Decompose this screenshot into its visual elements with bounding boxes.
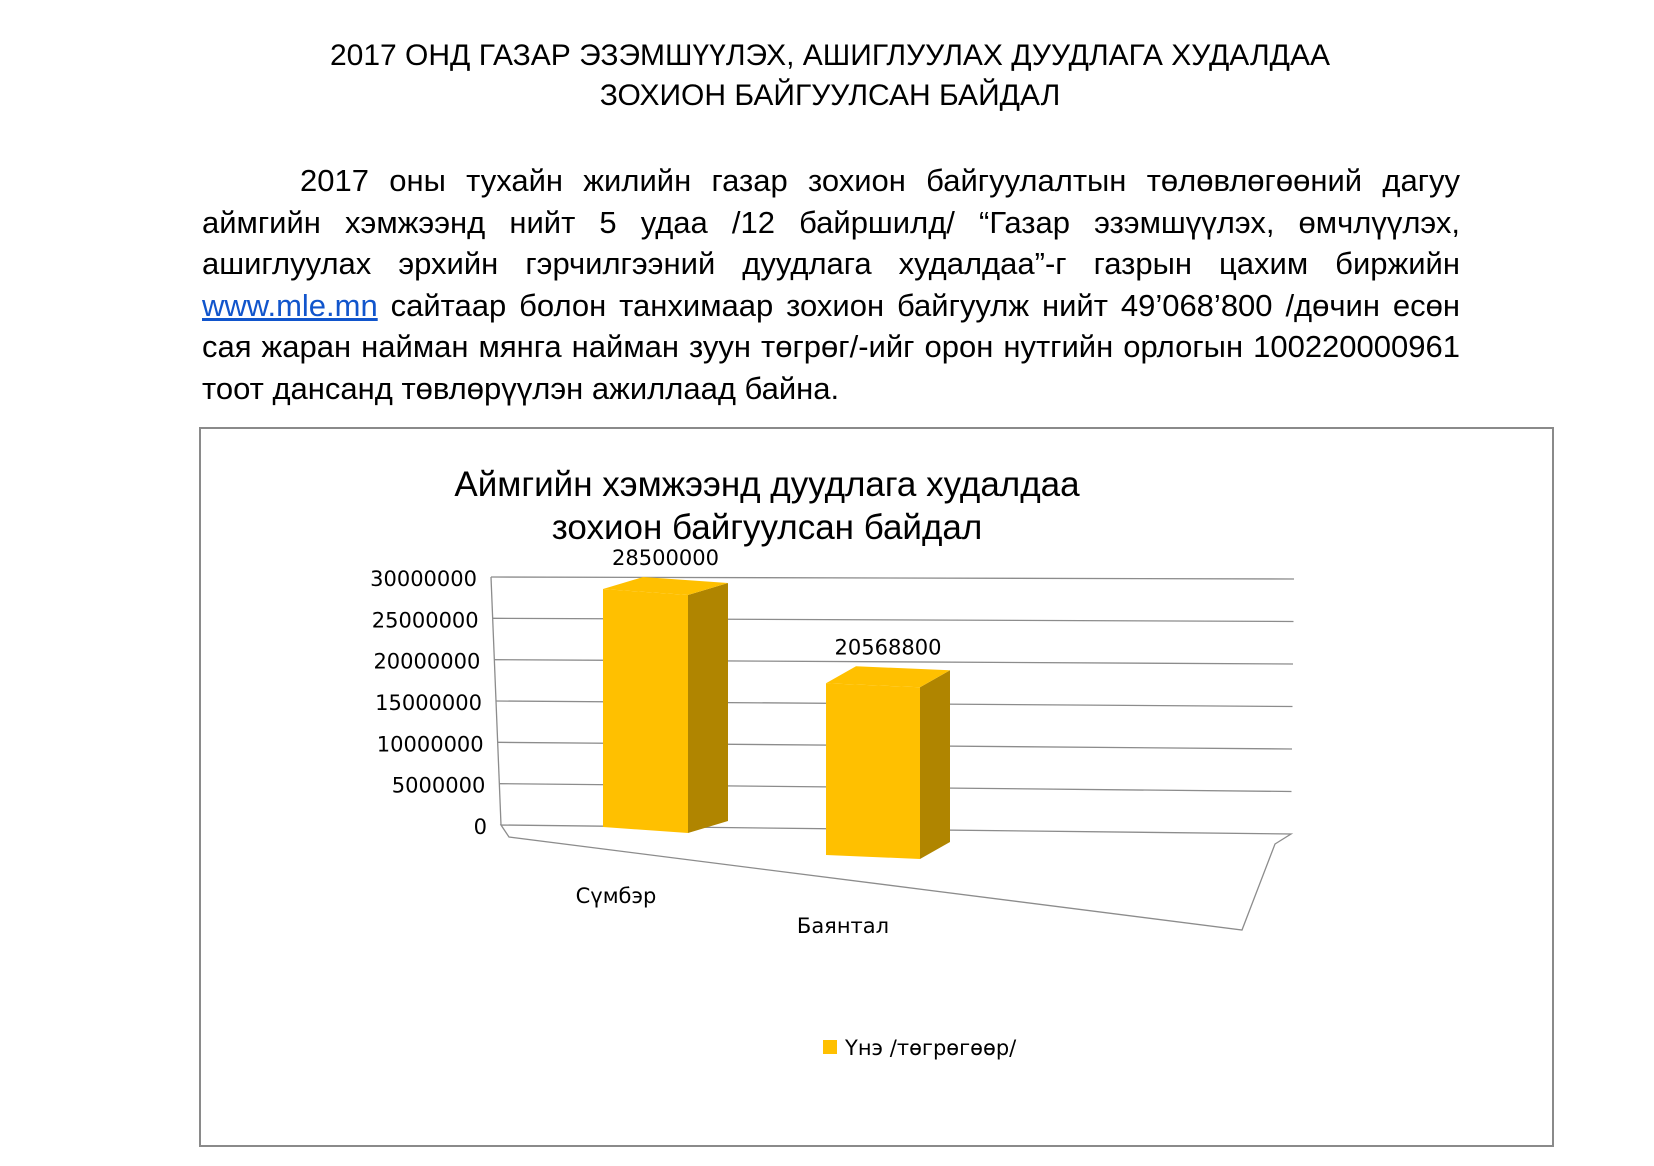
gridline (491, 577, 1294, 579)
y-tick-label: 5000000 (391, 773, 486, 798)
y-tick-label: 10000000 (376, 732, 484, 757)
bar-front-1 (603, 589, 688, 833)
heading-line-1: 2017 ОНД ГАЗАР ЭЗЭМШҮҮЛЭХ, АШИГЛУУЛАХ ДУУДЛАГА ХУДАЛДАА (329, 39, 1330, 72)
paragraph-text-after-link: сайтаар болон танхимаар зохион байгуулж нийт 49’068’800 /дөчин есөн сая жаран найман мянга найман зуун төгрөг/-ийг орон нутгийн орлогын 100220000961 тоот дансанд төвлөрүүлэн ажиллаад байна. (202, 287, 1460, 406)
body-paragraph (202, 160, 1460, 409)
heading-line-2: ЗОХИОН БАЙГУУЛСАН БАЙДАЛ (599, 79, 1061, 112)
bar-front-2 (826, 683, 920, 859)
chart-title-line-1: Аймгийн хэмжээнд дуудлага худалдаа (454, 465, 1080, 504)
y-tick-label: 30000000 (370, 567, 477, 591)
category-label-2: Баянтал (796, 914, 890, 938)
y-tick-label: 0 (473, 815, 487, 839)
data-label-2: 20568800 (834, 635, 942, 660)
legend-label: Үнэ /төгрөгөөр/ (845, 1036, 1017, 1060)
chart-frame (199, 427, 1554, 1147)
bar-side-1 (688, 583, 728, 833)
data-label-1: 28500000 (612, 546, 719, 571)
mle-website-link[interactable]: www.mle.mn (202, 287, 378, 323)
paragraph-text-before-link: 2017 оны тухайн жилийн газар зохион байгуулалтын төлөвлөгөөний дагуу аймгийн хэмжээнд нийт 5 удаа /12 байршилд/ “Газар эзэмшүүлэх, өмчлүүлэх, ашиглуулах эрхийн гэрчилгээний дуудлага худалдаа”-г газрын цахим биржийн (202, 163, 1460, 281)
category-label-1: Сүмбэр (575, 884, 657, 908)
y-tick-label: 15000000 (375, 691, 482, 715)
bar-chart (201, 429, 1552, 1145)
chart-title-line-2: зохион байгуулсан байдал (551, 508, 983, 547)
document-heading (200, 36, 1460, 116)
bar-side-2 (920, 670, 950, 859)
y-tick-label: 25000000 (371, 608, 479, 633)
legend-swatch (823, 1040, 837, 1054)
y-tick-label: 20000000 (373, 649, 481, 674)
